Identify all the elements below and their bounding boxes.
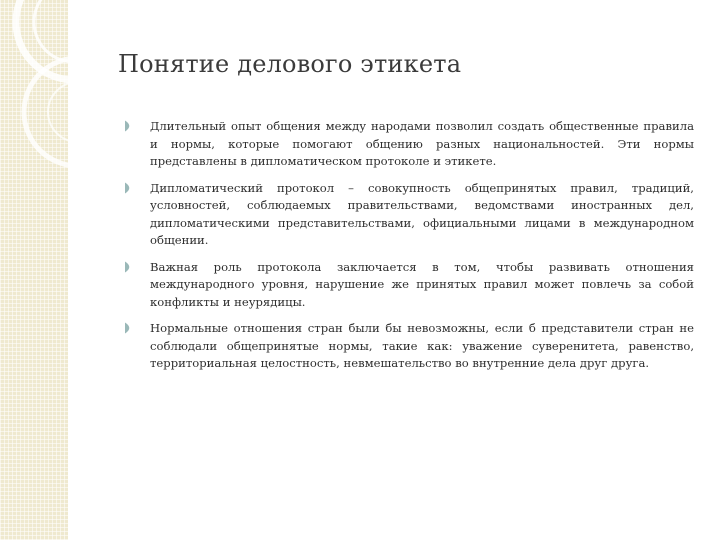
bullet-list — [118, 118, 694, 382]
teal-bullet-icon — [124, 261, 134, 273]
bullet-item — [118, 180, 694, 250]
bullet-text: Дипломатический протокол – совокупность общепринятых правил, традиций, условностей, соблюдаемых правительствами, ведомствами иностранных дел, дипломатическими представительствами, официальными лицами в международном общении. — [150, 180, 694, 247]
bullet-item — [118, 320, 694, 373]
decorative-circles-graphic — [0, 0, 68, 540]
bullet-item — [118, 118, 694, 171]
bullet-text: Важная роль протокола заключается в том, чтобы развивать отношения международного уровня, нарушение же принятых правил может повлечь за собой конфликты и неурядицы. — [150, 259, 694, 309]
bullet-item — [118, 259, 694, 312]
decorative-side-band — [0, 0, 68, 540]
slide-title: Понятие делового этикета — [118, 50, 462, 78]
teal-bullet-icon — [124, 322, 134, 334]
teal-bullet-icon — [124, 120, 134, 132]
bullet-text: Нормальные отношения стран были бы невозможны, если б представители стран не соблюдали общепринятые нормы, такие как: уважение суверенитета, равенство, территориальная целостность, невмешательство во внутренние дела друг друга. — [150, 321, 694, 370]
bullet-text: Длительный опыт общения между народами позволил создать общественные правила и нормы, которые помогают общению разных национальностей. Эти нормы представлены в дипломатическом протоколе и этикете. — [150, 119, 694, 168]
teal-bullet-icon — [124, 182, 134, 194]
